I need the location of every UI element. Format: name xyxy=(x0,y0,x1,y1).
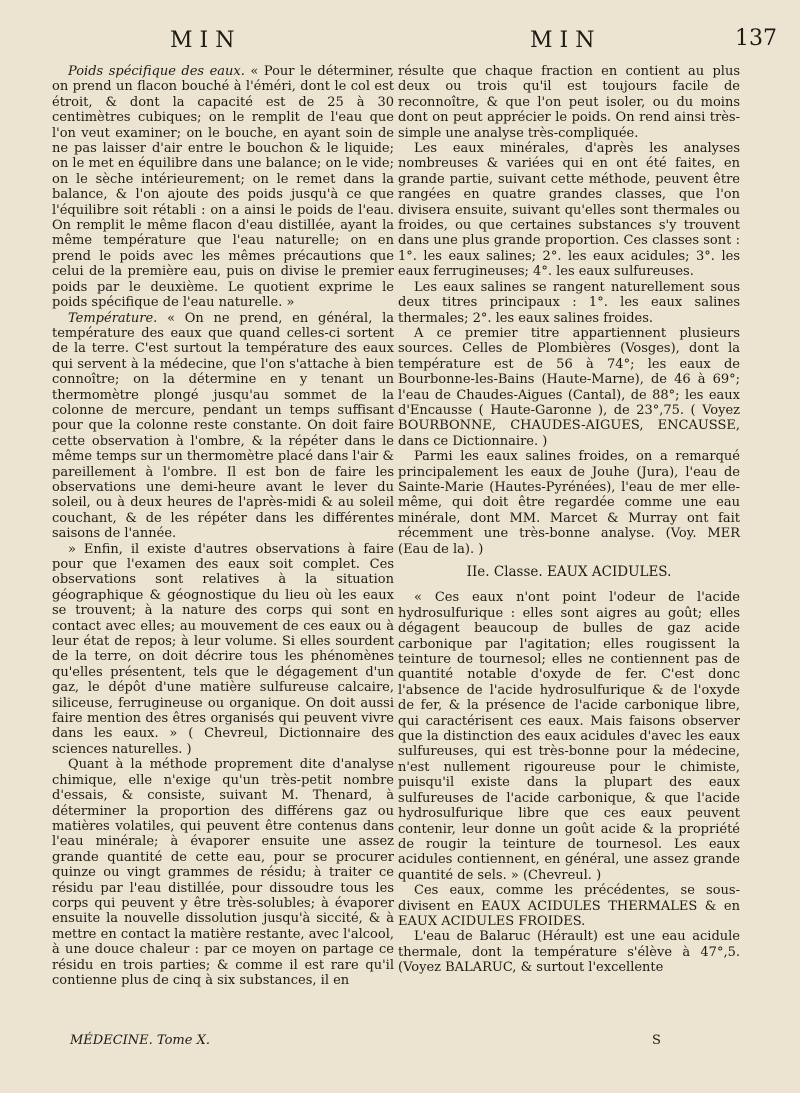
paragraph-text: « Ces eaux n'ont point l'odeur de l'acide hydrosulfurique : elles sont aigres au goût; elles dégagent beaucoup de bulles de gaz acide carbonique par l'agitation; elles rougissent la teinture de tournesol; elles ne contiennent pas de quantité notable d'oxyde de fer. C'est donc l'absence de l'acide hydrosulfurique & de l'oxyde de fer, & la présence de l'acide carbonique libre, qui caractérisent ces eaux. Mais faisons observer que la distinction des eaux acidules d'avec les eaux sulfureuses, qui est très-bonne pour la médecine, n'est nullement rigoureuse pour le chimiste, puisqu'il existe dans la plupart des eaux sulfureuses de l'acide carbonique, & que l'acide hydrosulfurique libre que ces eaux peuvent contenir, leur donne un goût acide & la propriété de rougir la teinture de tournesol. Les eaux acidules contiennent, en général, une assez grande quantité de sels. » (Chevreul. ) xyxy=(398,590,740,883)
paragraph xyxy=(398,141,740,280)
paragraph xyxy=(398,929,740,975)
paragraph-text: Quant à la méthode proprement dite d'analyse chimique, elle n'exige qu'un très-petit nombre d'essais, & consiste, suivant M. Thenard, à déterminer la proportion des différens gaz ou matières volatiles, qui peuvent être contenus dans l'eau minérale; à évaporer ensuite une assez grande quantité de cette eau, pour se procurer quinze ou vingt grammes de résidu; à traiter ce résidu par l'eau distillée, pour dissoudre tous les corps qui peuvent y être très-solubles; à évaporer ensuite la nouvelle dissolution jusqu'à siccité, & à mettre en contact la matière restante, avec l'alcool, à une douce chaleur : par ce moyen on partage ce résidu en trois parties; & comme il est rare qu'il contienne plus de cinq à six substances, il en xyxy=(52,757,394,988)
paragraph-lead: Température. xyxy=(68,310,158,326)
left-column xyxy=(52,64,394,988)
footer-signature: MÉDECINE. Tome X. xyxy=(70,1033,210,1048)
paragraph xyxy=(398,590,740,883)
paragraph xyxy=(52,542,394,758)
paragraph xyxy=(398,883,740,929)
paragraph-lead: Poids spécifique des eaux. xyxy=(68,64,245,79)
paragraph xyxy=(398,449,740,557)
paragraph-text: Parmi les eaux salines froides, on a remarqué principalement les eaux de Jouhe (Jura), l'eau de Sainte-Marie (Hautes-Pyrénées), l'eau de mer elle-même, qui doit être regardée comme une eau minérale, dont MM. Marcet & Murray ont fait récemment une très-bonne analyse. (Voy. MER (Eau de la). ) xyxy=(398,449,740,557)
paragraph xyxy=(52,757,394,988)
section-title: IIe. Classe. EAUX ACIDULES. xyxy=(466,564,672,580)
paragraph xyxy=(52,311,394,542)
paragraph-text: résulte que chaque fraction en contient au plus deux ou trois qu'il est toujours facile de reconnoître, & que l'on peut isoler, ou du moins dont on peut apprécier le poids. On rend ainsi très-simple une analyse très-compliquée. xyxy=(398,64,740,141)
paragraph-text: Les eaux minérales, d'après les analyses nombreuses & variées qui en ont été faites, en grande partie, suivant cette méthode, peuvent être rangées en quatre grandes classes, que l'on divisera ensuite, suivant qu'elles sont thermales ou froides, ou que certaines substances s'y trouvent dans une plus grande proportion. Ces classes sont : 1°. les eaux salines; 2°. les eaux acidules; 3°. les eaux ferrugineuses; 4°. les eaux sulfureuses. xyxy=(398,141,740,280)
paragraph-text: Ces eaux, comme les précédentes, se sous-divisent en EAUX ACIDULES THERMALES & en EAUX ACIDULES FROIDES. xyxy=(398,883,740,929)
running-head-left: MIN xyxy=(170,28,242,53)
paragraph xyxy=(398,64,740,141)
paragraph-text: « Pour le déterminer, on prend un flacon bouché à l'éméri, dont le col est étroit, & dont la capacité est de 25 à 30 centimètres cubiques; on le remplit de l'eau que l'on veut examiner; on le bouche, en ayant soin de ne pas laisser d'air entre le bouchon & le liquide; on le met en équilibre dans une balance; on le vide; on le sèche intérieurement; on le remet dans la balance, & l'on ajoute des poids jusqu'à ce que l'équilibre soit rétabli : on a ainsi le poids de l'eau. On remplit le même flacon d'eau distillée, ayant la même température que l'eau naturelle; on en prend le poids avec les mêmes précautions que celui de la première eau, puis on divise le premier poids par le deuxième. Le quotient exprime le poids spécifique de l'eau naturelle. » xyxy=(52,64,394,311)
right-column xyxy=(398,64,740,976)
paragraph-text: Les eaux salines se rangent naturellement sous deux titres principaux : 1°. les eaux salines thermales; 2°. les eaux salines froides. xyxy=(398,279,740,326)
paragraph xyxy=(398,326,740,449)
paragraph-text: L'eau de Balaruc (Hérault) est une eau acidule thermale, dont la température s'élève à 47°,5. (Voyez BALARUC, & surtout l'excellente xyxy=(398,929,740,976)
running-head-right: MIN xyxy=(530,28,602,53)
paragraph xyxy=(52,64,394,311)
paragraph-text: « On ne prend, en général, la température des eaux que quand celles-ci sortent de la terre. C'est surtout la température des eaux qui servent à la médecine, que l'on s'attache à bien connoître; on la détermine en y tenant un thermomètre plongé jusqu'au sommet de la colonne de mercure, pendant un temps suffisant pour que la colonne reste constante. On doit faire cette observation à l'ombre, & la répéter dans le même temps sur un thermomètre placé dans l'air & pareillement à l'ombre. Il est bon de faire les observations une demi-heure avant le lever du soleil, ou à deux heures de l'après-midi & au soleil couchant, & de les répéter dans les différentes saisons de l'année. xyxy=(52,310,394,542)
paragraph-text: A ce premier titre appartiennent plusieurs sources. Celles de Plombières (Vosges), dont la température est de 56 à 74°; les eaux de Bourbonne-les-Bains (Haute-Marne), de 46 à 69°; l'eau de Chaudes-Aigues (Cantal), de 88°; les eaux d'Encausse ( Haute-Garonne ), de 23°,75. ( Voyez BOURBONNE, CHAUDES-AIGUES, ENCAUSSE, dans ce Dictionnaire. ) xyxy=(398,325,740,449)
paragraph xyxy=(398,280,740,326)
paragraph-text: » Enfin, il existe d'autres observations à faire pour que l'examen des eaux soit complet. Ces observations sont relatives à la situation géographique & géognostique du lieu où les eaux se trouvent; à la nature des corps qui sont en contact avec elles; au mouvement de ces eaux ou à leur état de repos; à leur volume. Si elles sourdent de la terre, on doit décrire tous les phénomènes qu'elles présentent, tels que le dégagement d'un gaz, le dépôt d'une matière sulfureuse calcaire, siliceuse, ferrugineuse ou organique. On doit aussi faire mention des êtres organisés qui peuvent vivre dans les eaux. » ( Chevreul, Dictionnaire des sciences naturelles. ) xyxy=(52,541,394,757)
footer-gathering-mark: S xyxy=(652,1033,661,1048)
page-number: 137 xyxy=(735,26,777,51)
